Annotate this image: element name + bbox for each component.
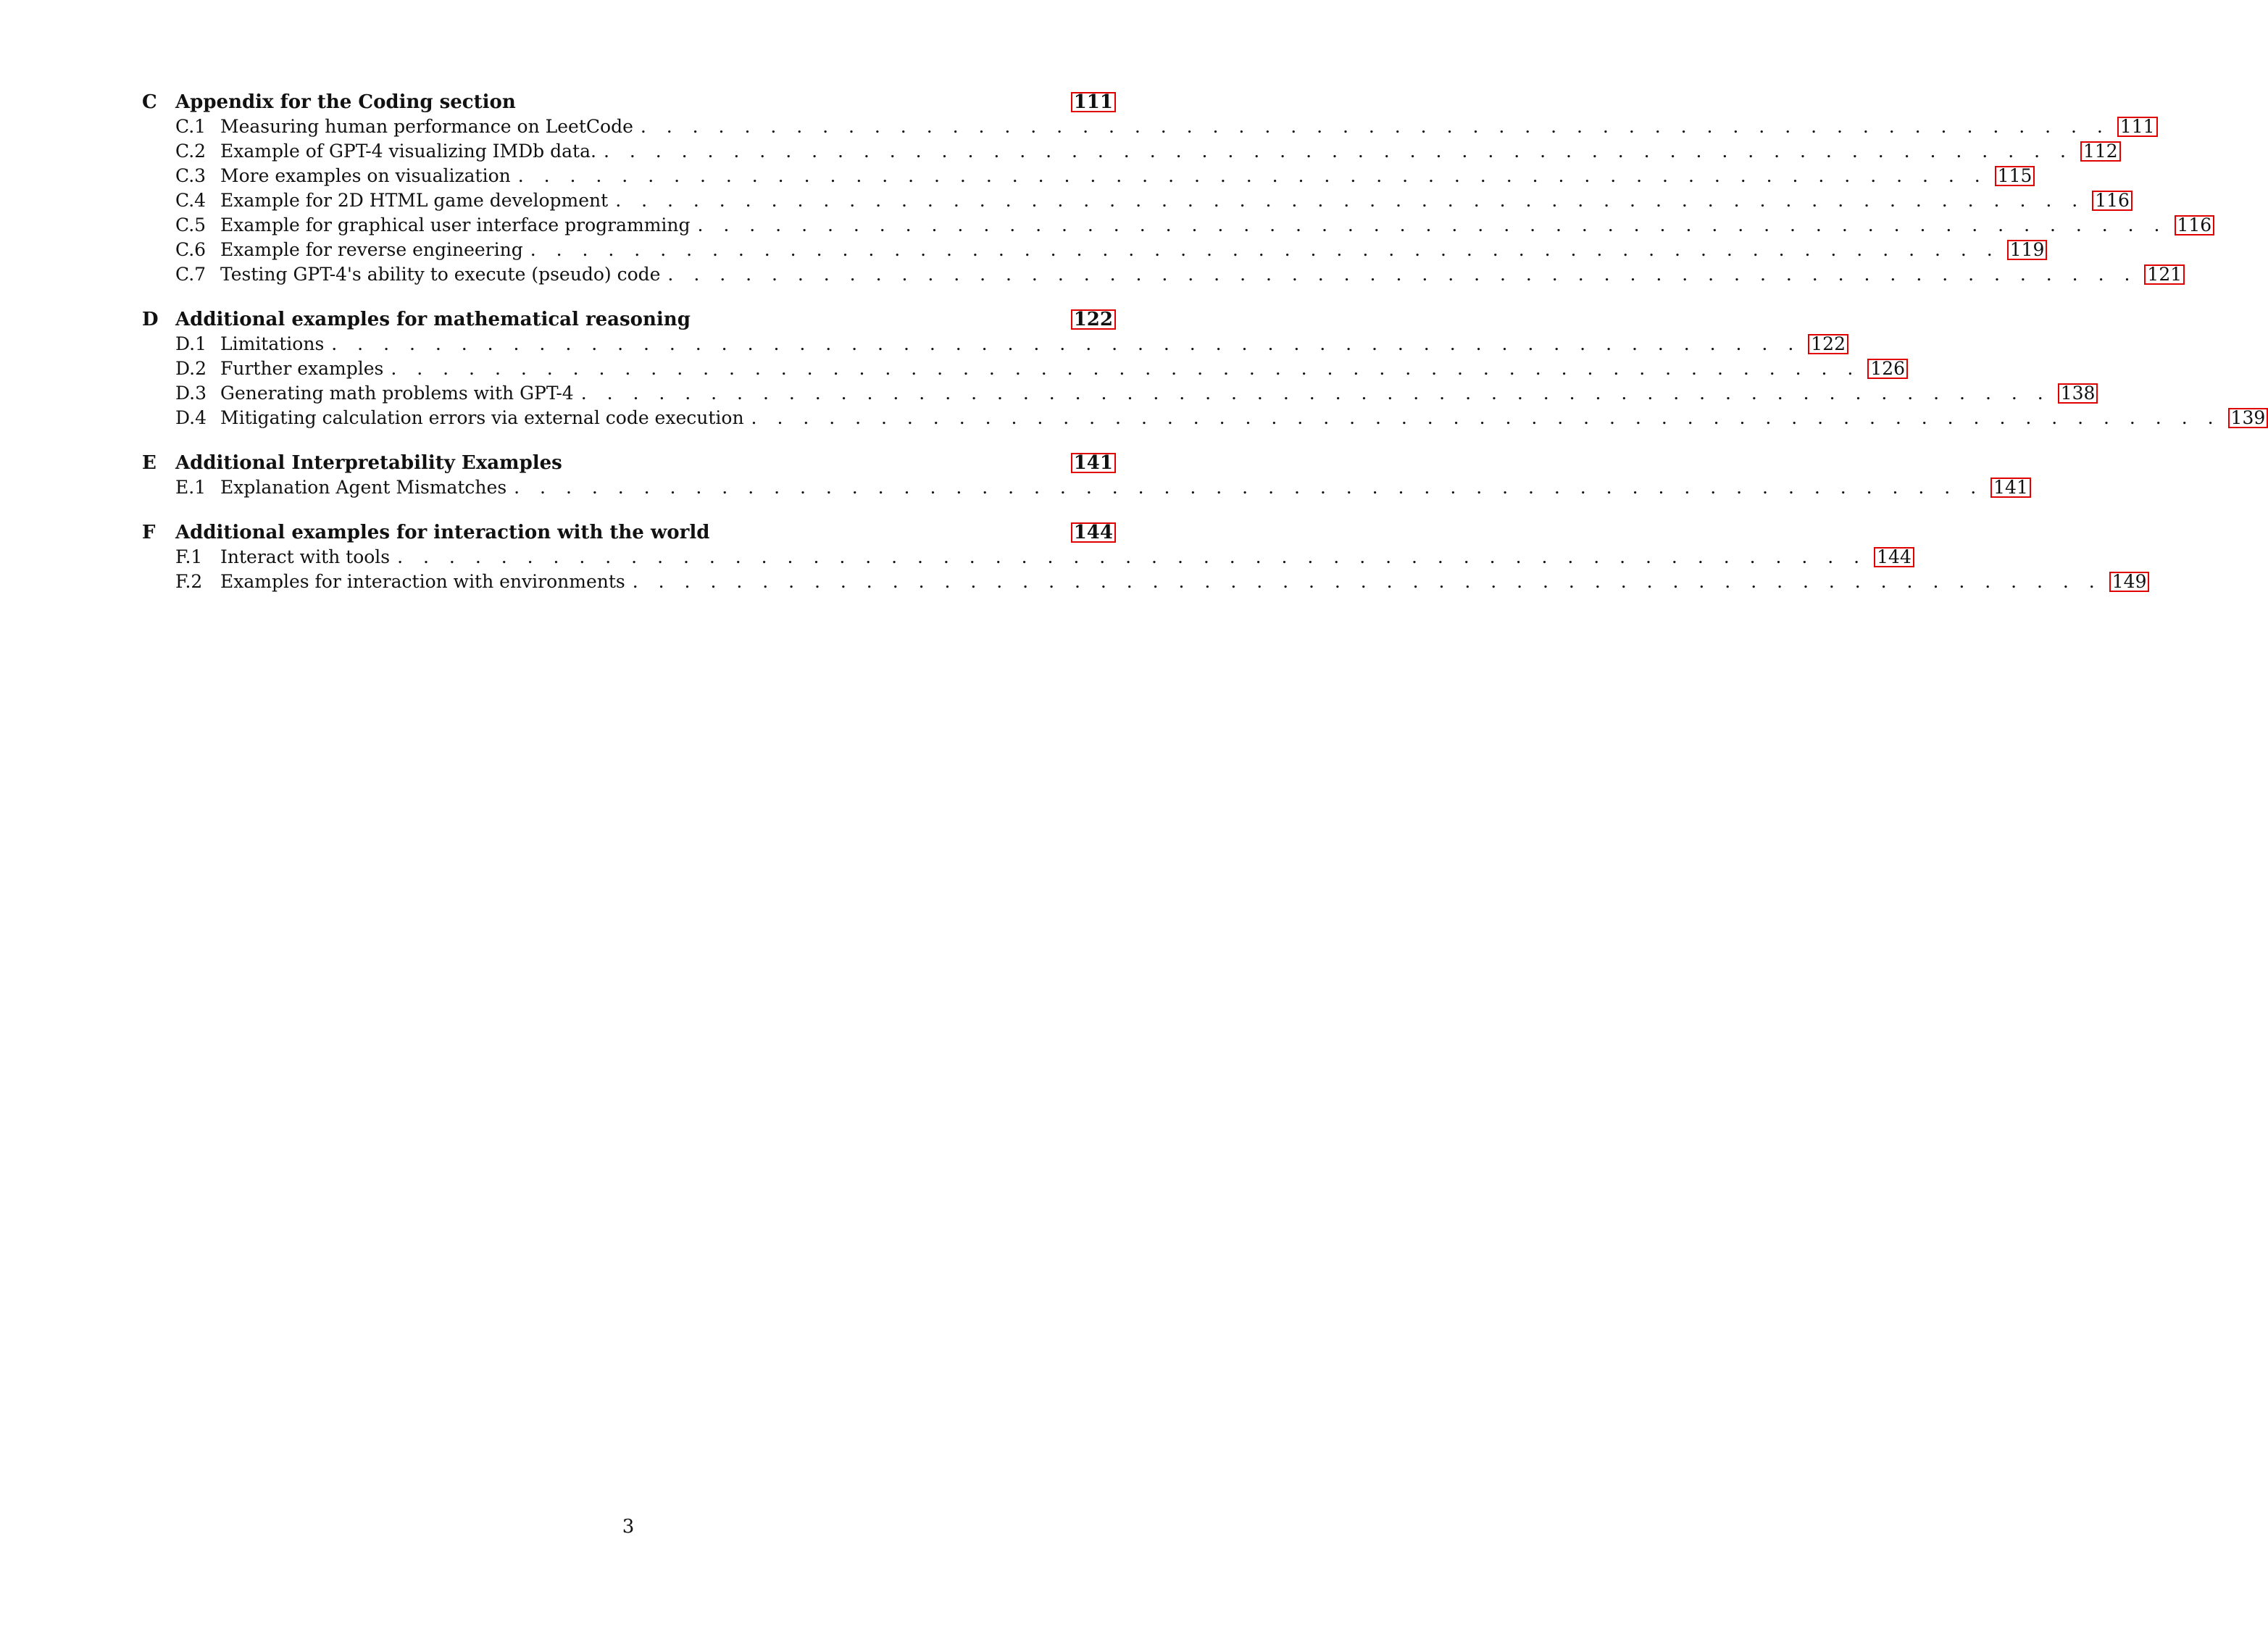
entry-title: Further examples xyxy=(220,358,384,379)
toc-section-heading[interactable] xyxy=(142,90,1116,114)
page-link[interactable]: 112 xyxy=(2080,141,2121,162)
dot-leader: . . . . . . . . . . . . . . . . . . . . . . . . . . . . . . . . . . . . . . . . . . . . . . . . . . . . . . . . . xyxy=(667,264,2138,285)
entry-title: Example for graphical user interface programming xyxy=(220,214,691,235)
dot-leader: . . . . . . . . . . . . . . . . . . . . . . . . . . . . . . . . . . . . . . . . . . . . . . . . . . . . . . . . . xyxy=(514,477,1984,498)
toc-entry[interactable] xyxy=(142,545,1911,570)
entry-title: Mitigating calculation errors via external code execution xyxy=(220,407,744,428)
toc-entry[interactable] xyxy=(142,139,2118,164)
entry-title: Example for reverse engineering xyxy=(220,239,523,260)
page-link[interactable]: 149 xyxy=(2109,572,2150,592)
toc-entry[interactable] xyxy=(142,164,2033,188)
entry-title: Example of GPT-4 visualizing IMDb data. xyxy=(220,141,596,162)
table-of-contents xyxy=(142,90,2266,614)
page-link[interactable]: 141 xyxy=(1990,478,2031,498)
entry-number: D.4 xyxy=(175,407,207,428)
dot-leader: . . . . . . . . . . . . . . . . . . . . . . . . . . . . . . . . . . . . . . . . . . . . . . . . . . . . . . . . . xyxy=(615,190,2085,211)
page-link[interactable]: 126 xyxy=(1867,359,1908,379)
toc-entry[interactable] xyxy=(142,357,1906,381)
dot-leader: . . . . . . . . . . . . . . . . . . . . . . . . . . . . . . . . . . . . . . . . . . . . . . . . . . . . . . . . . xyxy=(632,571,2102,592)
dot-leader: . . . . . . . . . . . . . . . . . . . . . . . . . . . . . . . . . . . . . . . . . . . . . . . . . . . . . . . . . xyxy=(580,383,2051,404)
toc-section-heading[interactable] xyxy=(142,451,1116,475)
dot-leader: . . . . . . . . . . . . . . . . . . . . . . . . . . . . . . . . . . . . . . . . . . . . . . . . . . . . . . . . . xyxy=(751,407,2221,428)
entry-title: Generating math problems with GPT-4 xyxy=(220,383,574,404)
section-title: Additional examples for interaction with the world xyxy=(175,522,710,543)
entry-title: Example for 2D HTML game development xyxy=(220,190,609,211)
section-title: Additional Interpretability Examples xyxy=(175,452,562,474)
page-link[interactable]: 138 xyxy=(2058,383,2098,404)
entry-number: C.5 xyxy=(175,214,207,235)
entry-number: D.1 xyxy=(175,333,207,354)
dot-leader: . . . . . . . . . . . . . . . . . . . . . . . . . . . . . . . . . . . . . . . . . . . . . . . . . . . . . . . . . xyxy=(640,116,2110,137)
toc-section-f xyxy=(142,520,2147,594)
dot-leader: . . . . . . . . . . . . . . . . . . . . . . . . . . . . . . . . . . . . . . . . . . . . . . . . . . . . . . . . . xyxy=(397,546,1867,567)
toc-entry[interactable] xyxy=(142,406,2266,430)
page-link[interactable]: 144 xyxy=(1874,547,1914,567)
toc-entry[interactable] xyxy=(142,475,2028,500)
entry-title: More examples on visualization xyxy=(220,165,511,186)
section-number: E xyxy=(142,452,157,474)
page-link[interactable]: 111 xyxy=(2117,117,2158,137)
dot-leader: . . . . . . . . . . . . . . . . . . . . . . . . . . . . . . . . . . . . . . . . . . . . . . . . . . . . . . . . . xyxy=(391,358,1861,379)
entry-title: Testing GPT-4's ability to execute (pseudo) code xyxy=(220,264,661,285)
entry-title: Limitations xyxy=(220,333,325,354)
toc-entry[interactable] xyxy=(142,188,2130,213)
toc-section-c xyxy=(142,90,2212,287)
entry-title: Interact with tools xyxy=(220,546,391,567)
section-number: D xyxy=(142,309,159,330)
page-link[interactable]: 115 xyxy=(1995,166,2035,186)
toc-entry[interactable] xyxy=(142,381,2096,406)
entry-number: D.3 xyxy=(175,383,207,404)
page-link[interactable]: 119 xyxy=(2007,240,2048,260)
page-link[interactable]: 122 xyxy=(1808,334,1848,354)
page-link[interactable]: 116 xyxy=(2175,215,2215,235)
dot-leader: . . . . . . . . . . . . . . . . . . . . . . . . . . . . . . . . . . . . . . . . . . . . . . . . . . . . . . . . . xyxy=(331,333,1801,354)
toc-entry[interactable] xyxy=(142,570,2147,594)
toc-section-heading[interactable] xyxy=(142,520,1116,545)
toc-entry[interactable] xyxy=(142,213,2212,238)
entry-number: C.7 xyxy=(175,264,207,285)
entry-number: C.2 xyxy=(175,141,207,162)
entry-number: C.3 xyxy=(175,165,207,186)
dot-leader: . . . . . . . . . . . . . . . . . . . . . . . . . . . . . . . . . . . . . . . . . . . . . . . . . . . . . . . . . xyxy=(530,239,2000,260)
entry-title: Explanation Agent Mismatches xyxy=(220,477,507,498)
toc-section-e xyxy=(142,451,2028,500)
page-link[interactable]: 141 xyxy=(1071,453,1116,473)
page-link[interactable]: 139 xyxy=(2228,408,2268,428)
entry-number: D.2 xyxy=(175,358,207,379)
entry-number: C.6 xyxy=(175,239,207,260)
dot-leader: . . . . . . . . . . . . . . . . . . . . . . . . . . . . . . . . . . . . . . . . . . . . . . . . . . . . . . . . . xyxy=(603,141,2073,162)
entry-title: Measuring human performance on LeetCode xyxy=(220,116,633,137)
page-number: 3 xyxy=(622,1516,635,1538)
page-link[interactable]: 144 xyxy=(1071,522,1116,543)
toc-section-d xyxy=(142,307,2266,430)
toc-entry[interactable] xyxy=(142,238,2045,262)
page-link[interactable]: 122 xyxy=(1071,309,1116,330)
toc-entry[interactable] xyxy=(142,114,2155,139)
page-link[interactable]: 111 xyxy=(1071,92,1116,112)
entry-number: E.1 xyxy=(175,477,207,498)
page-link[interactable]: 116 xyxy=(2092,191,2132,211)
dot-leader: . . . . . . . . . . . . . . . . . . . . . . . . . . . . . . . . . . . . . . . . . . . . . . . . . . . . . . . . . xyxy=(517,165,1988,186)
section-number: F xyxy=(142,522,156,543)
toc-entry[interactable] xyxy=(142,332,1846,357)
entry-title: Examples for interaction with environments xyxy=(220,571,625,592)
dot-leader: . . . . . . . . . . . . . . . . . . . . . . . . . . . . . . . . . . . . . . . . . . . . . . . . . . . . . . . . . xyxy=(697,214,2167,235)
entry-number: C.4 xyxy=(175,190,207,211)
entry-number: F.1 xyxy=(175,546,203,567)
section-title: Appendix for the Coding section xyxy=(175,91,516,113)
entry-number: C.1 xyxy=(175,116,207,137)
section-number: C xyxy=(142,91,157,113)
section-title: Additional examples for mathematical reasoning xyxy=(175,309,691,330)
entry-number: F.2 xyxy=(175,571,203,592)
toc-entry[interactable] xyxy=(142,262,2182,287)
toc-section-heading[interactable] xyxy=(142,307,1116,332)
page-link[interactable]: 121 xyxy=(2144,264,2185,285)
